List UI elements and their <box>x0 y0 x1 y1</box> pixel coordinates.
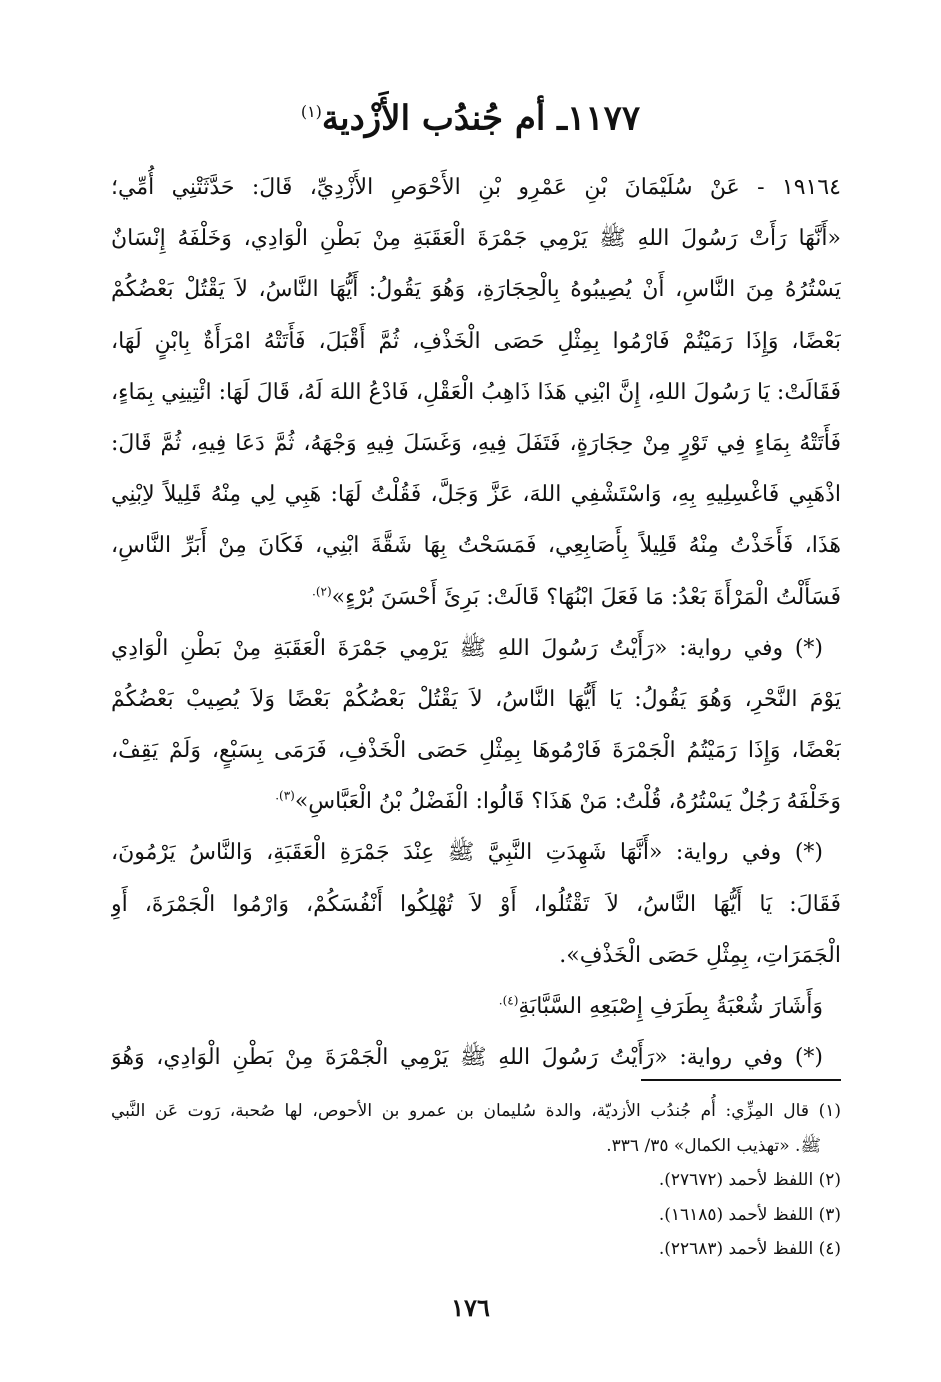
text-line: بَعْضًا، وَإِذَا رَمَيْتُمُ الْجَمْرَةَ فَارْمُوهَا بِمِثْلِ حَصَى الْخَذْفِ، فَرَمَى بِسَبْعٍ، وَلَمْ يَقِفْ، <box>111 738 841 764</box>
text-line-with-footnote <box>111 981 841 1032</box>
footnote-ref-2: (٢). <box>312 584 332 599</box>
footnote-1: (١) قال المِزِّي: أُم جُندُب الأزديّة، والدة سُليمان بن عمرو بن الأحوص، لها صُحبة، رَوت عَن النَّبي <box>111 1101 841 1121</box>
text-line: فَأَتَتْهُ بِمَاءٍ فِي تَوْرٍ مِنْ حِجَارَةٍ، فَتَفَلَ فِيهِ، وَغَسَلَ فِيهِ وَجْهَهُ، ثُمَّ دَعَا فِيهِ، ثُمَّ قَالَ: <box>111 430 841 456</box>
text-line: (*) وفي رواية: «رَأَيْتُ رَسُولَ اللهِ ﷺ يَرْمِي الْجَمْرَةَ مِنْ بَطْنِ الْوَادِي، وَهُوَ <box>111 1045 823 1071</box>
text-line: (*) وفي رواية: «رَأَيْتُ رَسُولَ اللهِ ﷺ يَرْمِي جَمْرَةَ الْعَقَبَةِ مِنْ بَطْنِ الْوَادِي <box>111 635 823 661</box>
hadith-text <box>111 162 841 1083</box>
heading-footnote-marker: (١) <box>300 102 322 121</box>
text-segment: فَسَأَلْتُ الْمَرْأَةَ بَعْدُ: مَا فَعَلَ ابْنُهَا؟ قَالَتْ: بَرِئَ أَحْسَنَ بُرْءٍ» <box>331 584 841 610</box>
footnote-ref-3: (٣). <box>275 788 295 803</box>
chapter-number: ١١٧٧ <box>567 98 641 139</box>
footnote-separator <box>641 1079 841 1081</box>
chapter-heading <box>100 88 841 142</box>
text-line: اذْهَبِي فَاغْسِلِيهِ بِهِ، وَاسْتَشْفِي اللهَ، عَزَّ وَجَلَّ، فَقُلْتُ لَهَا: هَبِي لِي مِنْهُ قَلِيلاً لاِبْنِي <box>111 482 841 508</box>
text-line: فَقَالَ: يَا أَيُّهَا النَّاسُ، لاَ تَقْتُلُوا، أَوْ لاَ تُهْلِكُوا أَنْفُسَكُمْ، وَارْمُوا الْجَمْرَةَ، أَوِ <box>111 891 841 917</box>
footnotes <box>111 1094 841 1267</box>
text-line: بَعْضًا، وَإِذَا رَمَيْتُمْ فَارْمُوا بِمِثْلِ حَصَى الْخَذْفِ، ثُمَّ أَقْبَلَ، فَأَتَتْهُ امْرَأَةٌ بِابْنٍ لَهَا، <box>111 328 841 354</box>
text-line: هَذَا، فَأَخَذْتُ مِنْهُ قَلِيلاً بِأَصَابِعِي، فَمَسَحْتُ بِهَا شَقَّةَ ابْنِي، فَكَانَ مِنْ أَبَرِّ النَّاسِ، <box>111 533 841 559</box>
chapter-dash: ـ <box>557 98 568 139</box>
text-line-with-footnote <box>111 572 841 623</box>
text-line: (*) وفي رواية: «أَنَّهَا شَهِدَتِ النَّبِيَّ ﷺ عِنْدَ جَمْرَةِ الْعَقَبَةِ، وَالنَّاسُ يَرْمُونَ، <box>111 840 823 866</box>
text-line: فَقَالَتْ: يَا رَسُولَ اللهِ، إِنَّ ابْنِي هَذَا ذَاهِبُ الْعَقْلِ، فَادْعُ اللهَ لَهُ، قَالَ لَهَا: ائْتِينِي بِمَاءٍ، <box>111 379 841 405</box>
footnote-3: (٣) اللفظ لأحمد (١٦١٨٥). <box>658 1204 841 1225</box>
text-line: يَوْمَ النَّحْرِ، وَهُوَ يَقُولُ: يَا أَيُّهَا النَّاسُ، لاَ يَقْتُلْ بَعْضُكُمْ بَعْضًا وَلاَ يُصِيبْ بَعْضُكُمْ <box>111 686 841 712</box>
text-line-with-footnote <box>111 776 841 827</box>
text-line: يَسْتُرُهُ مِنَ النَّاسِ، أَنْ يُصِيبُوهُ بِالْحِجَارَةِ، وَهُوَ يَقُولُ: أَيُّهَا النَّاسُ، لاَ يَقْتُلْ بَعْضُكُمْ <box>111 277 841 303</box>
chapter-title: أم جُندُب الأَزْدية <box>321 98 546 139</box>
text-line: «أَنَّهَا رَأَتْ رَسُولَ اللهِ ﷺ يَرْمِي جَمْرَةَ الْعَقَبَةِ مِنْ بَطْنِ الْوَادِي، وَخَلْفَهُ إِنْسَانٌ <box>111 226 841 252</box>
footnote-4: (٤) اللفظ لأحمد (٢٢٦٨٣). <box>658 1239 841 1259</box>
footnote-2: (٢) اللفظ لأحمد (٢٧٦٧٢). <box>658 1170 841 1190</box>
text-line: ١٩١٦٤ - عَنْ سُلَيْمَانَ بْنِ عَمْرِو بْنِ الأَحْوَصِ الأَزْدِيِّ، قَالَ: حَدَّثَتْنِي أُمِّي؛ <box>111 175 841 200</box>
text-segment: وَأَشَارَ شُعْبَةُ بِطَرَفِ إِصْبَعِهِ السَّبَّابَةِ <box>518 994 823 1019</box>
footnote-ref-4: (٤). <box>498 993 519 1008</box>
text-line: الْجَمَرَاتِ، بِمِثْلِ حَصَى الْخَذْفِ». <box>559 942 841 968</box>
text-segment: وَخَلْفَهُ رَجُلٌ يَسْتُرُهُ، قُلْتُ: مَنْ هَذَا؟ قَالُوا: الْفَضْلُ بْنُ الْعَبَّاسِ» <box>294 789 841 815</box>
footnote-1-continued: ﷺ. «تهذيب الكمال» ٣٥/ ٣٣٦. <box>606 1135 821 1156</box>
page-number: ١٧٦ <box>451 1293 490 1322</box>
